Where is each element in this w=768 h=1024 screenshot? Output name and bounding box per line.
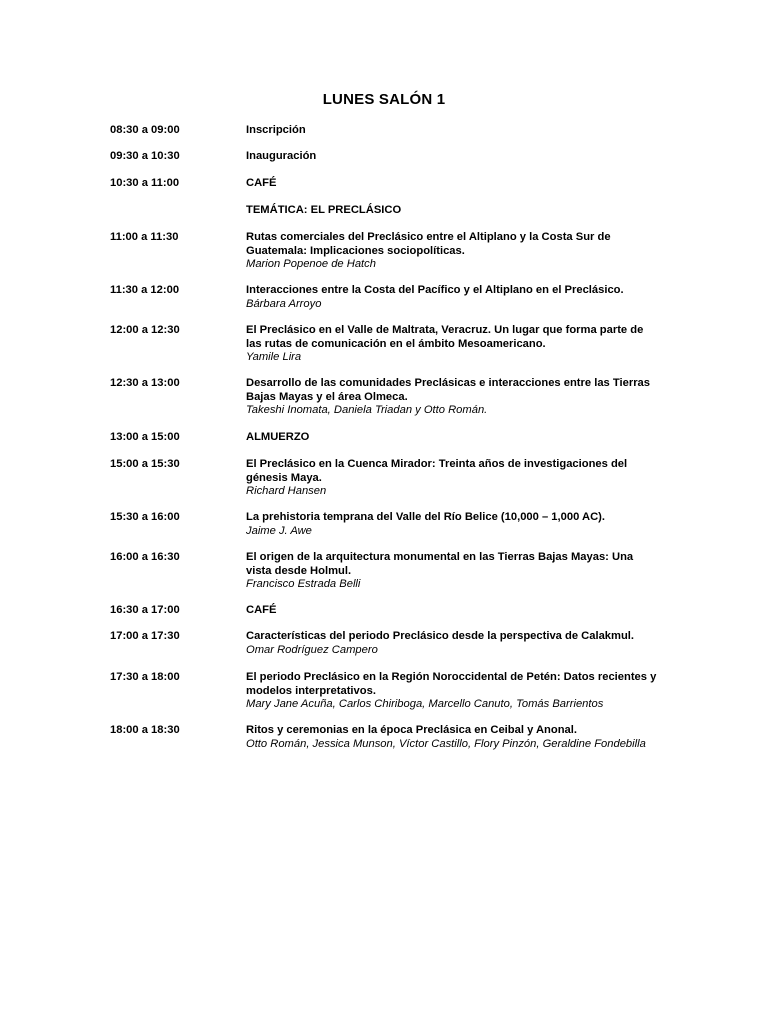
schedule-entry [246, 511, 661, 538]
talk-authors: Richard Hansen [246, 485, 327, 498]
schedule-entry [246, 124, 661, 138]
time-slot: 10:30 a 11:00 [110, 177, 180, 189]
time-slot: 16:00 a 16:30 [110, 551, 180, 563]
time-slot: 12:00 a 12:30 [110, 324, 180, 336]
talk-title: Rutas comerciales del Preclásico entre el Altiplano y la Costa Sur de Guatemala: Implicaciones sociopolíticas. [246, 231, 611, 257]
time-slot: 17:00 a 17:30 [110, 630, 180, 642]
schedule-entry [246, 671, 661, 712]
talk-authors: Marion Popenoe de Hatch [246, 258, 376, 271]
talk-title: Características del periodo Preclásico desde la perspectiva de Calakmul. [246, 630, 635, 642]
talk-title: Desarrollo de las comunidades Preclásicas e interacciones entre las Tierras Bajas Mayas y el área Olmeca. [246, 377, 650, 403]
talk-title: El Preclásico en la Cuenca Mirador: Treinta años de investigaciones del génesis Maya. [246, 458, 628, 484]
talk-authors: Omar Rodríguez Campero [246, 643, 378, 656]
time-slot: 11:30 a 12:00 [110, 284, 180, 296]
schedule-entry [246, 724, 661, 751]
schedule-entry [246, 204, 661, 218]
talk-title: ALMUERZO [246, 431, 310, 443]
talk-title: CAFÉ [246, 604, 277, 616]
time-slot: 13:00 a 15:00 [110, 431, 180, 443]
page-title: LUNES SALÓN 1 [322, 91, 446, 108]
schedule-entry [246, 324, 661, 365]
schedule-entry [246, 177, 661, 191]
talk-authors: Yamile Lira [246, 351, 302, 364]
talk-authors: Bárbara Arroyo [246, 297, 322, 310]
time-slot: 12:30 a 13:00 [110, 377, 180, 389]
time-slot: 15:30 a 16:00 [110, 511, 180, 523]
talk-title: Inscripción [246, 124, 306, 136]
talk-title: El origen de la arquitectura monumental en las Tierras Bajas Mayas: Una vista desde Holmul. [246, 551, 634, 577]
schedule-entry [246, 630, 661, 657]
time-slot: 09:30 a 10:30 [110, 150, 180, 162]
time-slot: 08:30 a 09:00 [110, 124, 180, 136]
section-heading: TEMÁTICA: EL PRECLÁSICO [246, 204, 402, 216]
talk-authors: Mary Jane Acuña, Carlos Chiriboga, Marcello Canuto, Tomás Barrientos [246, 698, 604, 711]
talk-authors: Jaime J. Awe [246, 524, 312, 537]
schedule-entry [246, 231, 661, 272]
time-slot: 16:30 a 17:00 [110, 604, 180, 616]
schedule-entry [246, 284, 661, 311]
time-slot: 18:00 a 18:30 [110, 724, 180, 736]
talk-title: Interacciones entre la Costa del Pacífico y el Altiplano en el Preclásico. [246, 284, 624, 296]
schedule-entry [246, 150, 661, 164]
schedule-entry [246, 551, 661, 592]
talk-title: CAFÉ [246, 177, 277, 189]
talk-title: Ritos y ceremonias en la época Preclásica en Ceibal y Anonal. [246, 724, 577, 736]
talk-authors: Otto Román, Jessica Munson, Víctor Castillo, Flory Pinzón, Geraldine Fondebilla [246, 737, 646, 750]
talk-title: La prehistoria temprana del Valle del Río Belice (10,000 – 1,000 AC). [246, 511, 605, 523]
time-slot: 15:00 a 15:30 [110, 458, 180, 470]
talk-title: Inauguración [246, 150, 317, 162]
schedule-entry [246, 458, 661, 499]
time-slot: 17:30 a 18:00 [110, 671, 180, 683]
talk-authors: Takeshi Inomata, Daniela Triadan y Otto Román. [246, 404, 488, 417]
schedule-entry [246, 604, 661, 618]
talk-title: El Preclásico en el Valle de Maltrata, Veracruz. Un lugar que forma parte de las rutas de comunicación en el ámbito Mesoamericano. [246, 324, 644, 350]
schedule-entry [246, 377, 661, 418]
talk-authors: Francisco Estrada Belli [246, 578, 361, 591]
schedule-entry [246, 431, 661, 445]
talk-title: El periodo Preclásico en la Región Noroccidental de Petén: Datos recientes y modelos interpretativos. [246, 671, 657, 697]
time-slot: 11:00 a 11:30 [110, 231, 179, 243]
